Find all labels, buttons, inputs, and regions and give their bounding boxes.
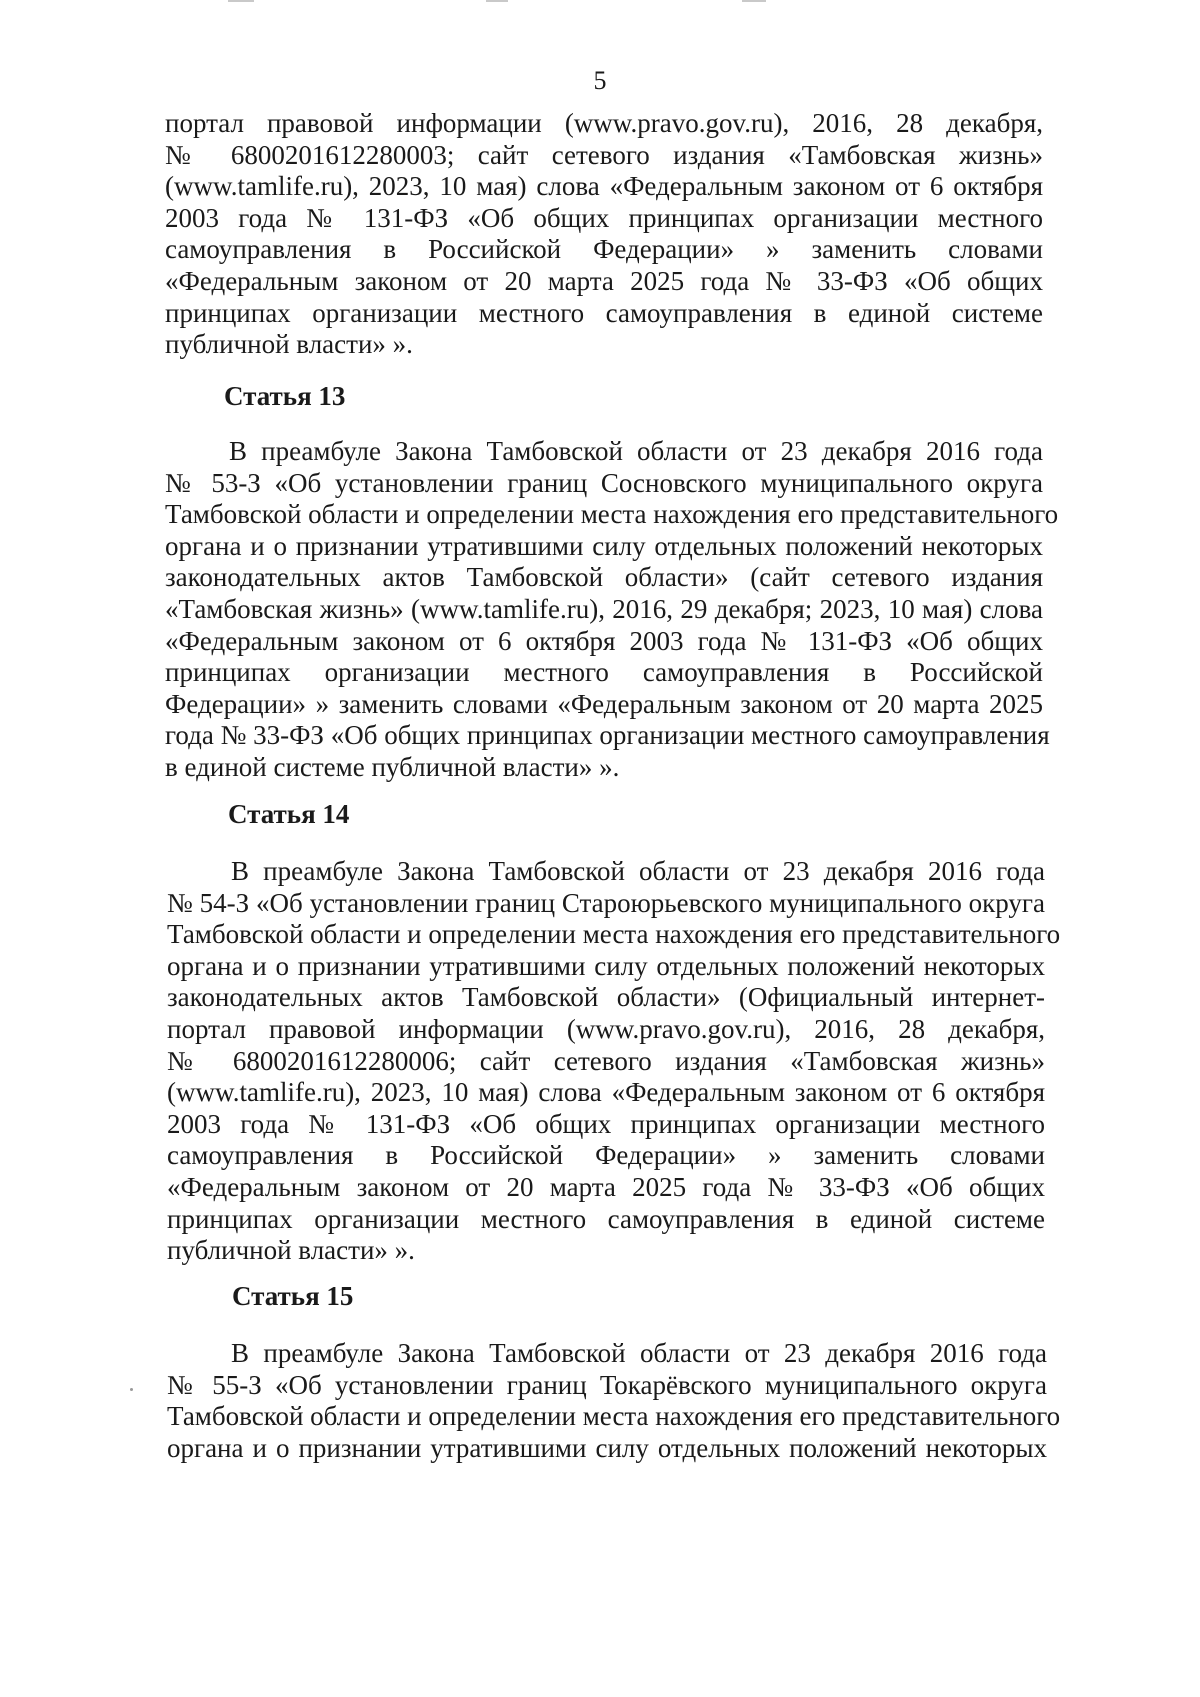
text-line: самоуправления в Российской Федерации» » заменить словами [165, 234, 1043, 265]
text-line: (www.tamlife.ru), 2023, 10 мая) слова «Федеральным законом от 6 октября [167, 1077, 1045, 1108]
text-line: «Федеральным законом от 20 марта 2025 года № 33-ФЗ «Об общих [167, 1171, 1045, 1202]
text-line: Тамбовской области и определении места нахождения его представительного [165, 499, 1059, 530]
text-line: № 54-З «Об установлении границ Староюрьевского муниципального округа [167, 887, 1045, 918]
scan-artifact [486, 0, 508, 2]
text-line: В преамбуле Закона Тамбовской области от 23 декабря 2016 года [231, 1338, 1047, 1368]
text-line: В преамбуле Закона Тамбовской области от 23 декабря 2016 года [231, 856, 1045, 886]
text-line: В преамбуле Закона Тамбовской области от 23 декабря 2016 года [229, 436, 1043, 466]
text-line: «Федеральным законом от 20 марта 2025 года № 33-ФЗ «Об общих [165, 265, 1043, 296]
text-line: принципах организации местного самоуправления в Российской [165, 657, 1043, 688]
scan-artifact [228, 0, 254, 2]
text-line: Тамбовской области и определении места нахождения его представительного [167, 919, 1061, 950]
text-line: органа и о признании утратившими силу отдельных положений некоторых [167, 950, 1045, 981]
text-line: принципах организации местного самоуправления в единой системе [165, 297, 1043, 328]
text-line: № 55-З «Об установлении границ Токарёвского муниципального округа [167, 1369, 1047, 1400]
article-13-heading: Статья 13 [224, 381, 346, 411]
article-14-heading: Статья 14 [228, 799, 350, 829]
text-line: № 6800201612280006; сайт сетевого издания «Тамбовская жизнь» [167, 1045, 1045, 1076]
text-line: публичной власти» ». [167, 1235, 415, 1266]
text-line: законодательных актов Тамбовской области» (Официальный интернет- [167, 982, 1045, 1013]
text-line: в единой системе публичной власти» ». [165, 751, 620, 782]
text-line: «Тамбовская жизнь» (www.tamlife.ru), 2016, 29 декабря; 2023, 10 мая) слова [165, 593, 1043, 624]
article-14-paragraph [167, 856, 1061, 1267]
text-line: года № 33-ФЗ «Об общих принципах организации местного самоуправления [165, 720, 1050, 751]
scan-artifact [742, 0, 766, 2]
text-line: портал правовой информации (www.pravo.gov.ru), 2016, 28 декабря, [167, 1013, 1045, 1044]
text-line: (www.tamlife.ru), 2023, 10 мая) слова «Федеральным законом от 6 октября [165, 171, 1043, 202]
text-line: Федерации» » заменить словами «Федеральным законом от 20 марта 2025 [165, 688, 1043, 719]
intro-paragraph [165, 108, 1043, 361]
scan-artifact [130, 1388, 133, 1391]
text-line: законодательных актов Тамбовской области» (сайт сетевого издания [165, 562, 1043, 593]
text-line: органа и о признании утратившими силу отдельных положений некоторых [165, 530, 1043, 561]
text-line: Тамбовской области и определении места нахождения его представительного [167, 1401, 1061, 1432]
text-line: 2003 года № 131-ФЗ «Об общих принципах организации местного [165, 202, 1043, 233]
text-line: принципах организации местного самоуправления в единой системе [167, 1203, 1045, 1234]
text-line: № 53-З «Об установлении границ Сосновского муниципального округа [165, 467, 1043, 498]
article-15-paragraph [167, 1338, 1061, 1464]
text-line: самоуправления в Российской Федерации» » заменить словами [167, 1140, 1045, 1171]
article-13-paragraph [165, 436, 1059, 784]
article-15-heading: Статья 15 [232, 1281, 354, 1311]
text-line: 2003 года № 131-ФЗ «Об общих принципах организации местного [167, 1108, 1045, 1139]
text-line: «Федеральным законом от 6 октября 2003 года № 131-ФЗ «Об общих [165, 625, 1043, 656]
text-line: публичной власти» ». [165, 329, 413, 360]
text-line: портал правовой информации (www.pravo.gov.ru), 2016, 28 декабря, [165, 108, 1043, 138]
text-line: органа и о признании утратившими силу отдельных положений некоторых [167, 1432, 1047, 1463]
page-number: 5 [593, 66, 607, 95]
text-line: № 6800201612280003; сайт сетевого издания «Тамбовская жизнь» [165, 139, 1043, 170]
